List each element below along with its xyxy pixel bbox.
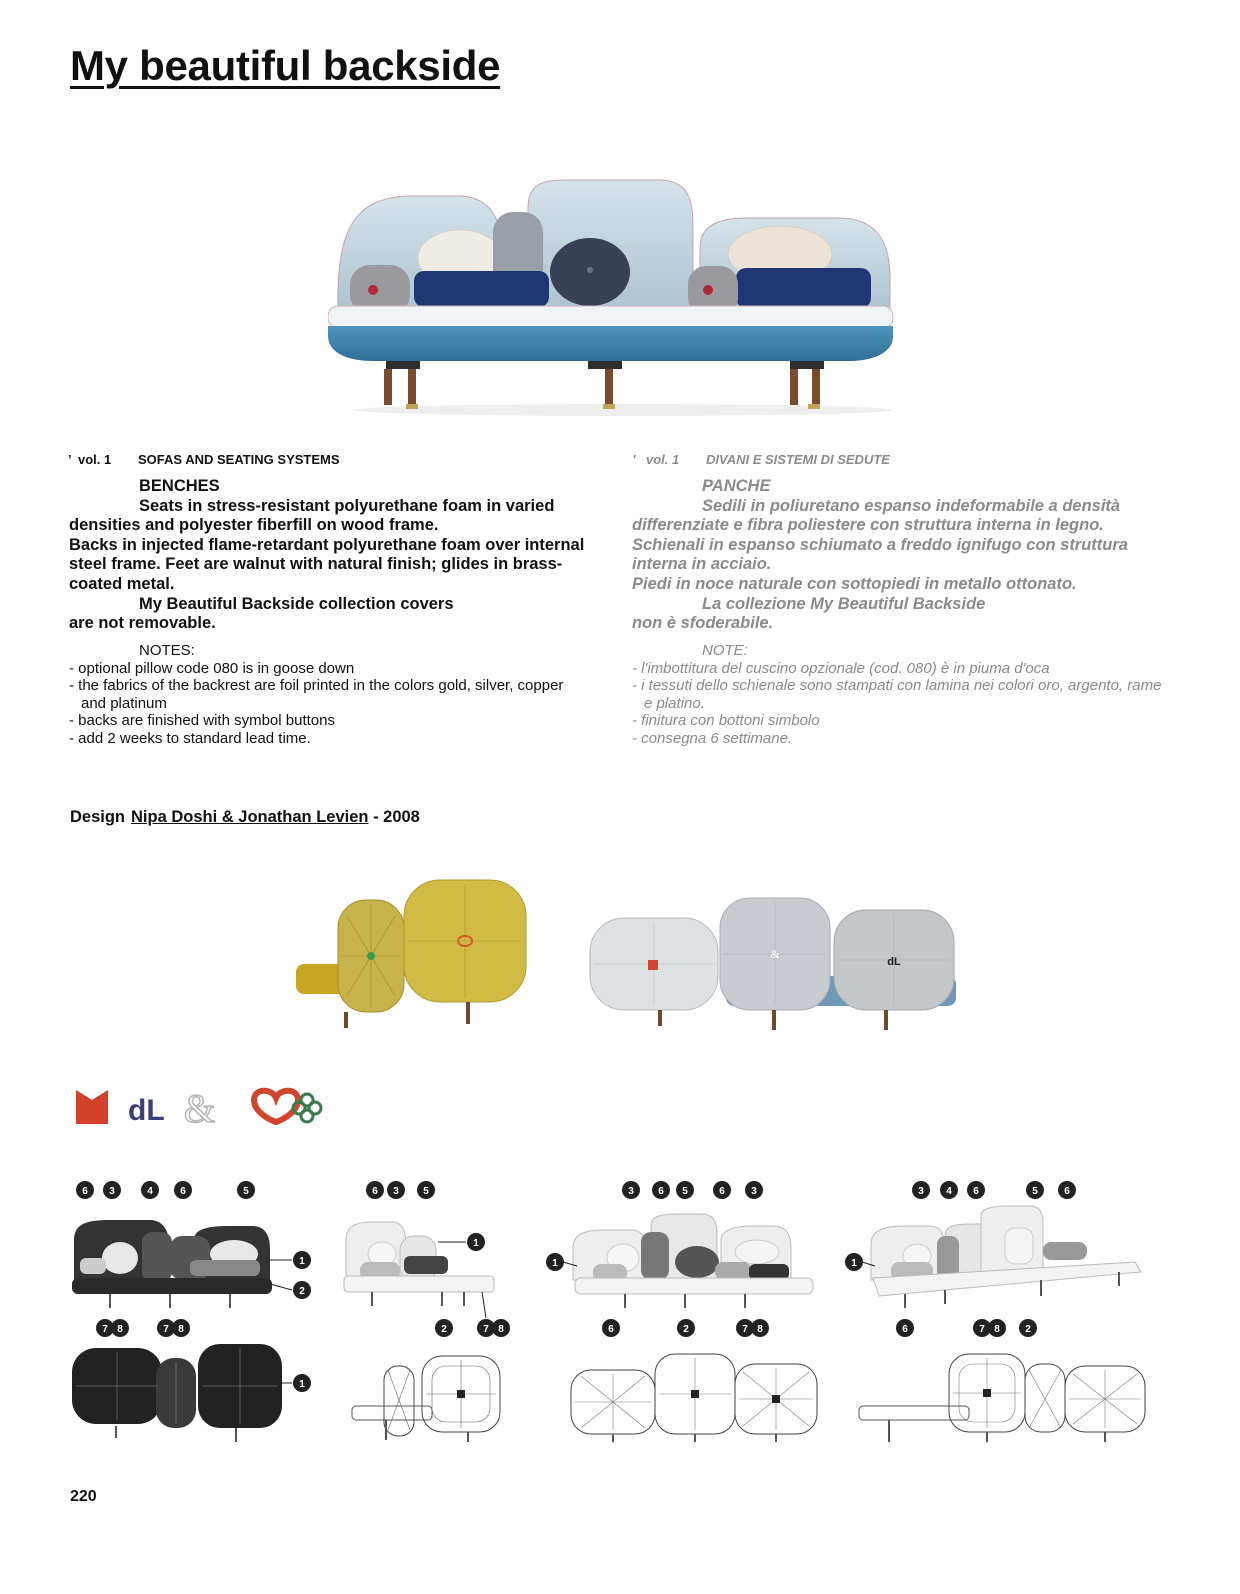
- ampersand-symbol-icon: &: [184, 1086, 216, 1130]
- paragraph-first-line: La collezione My Beautiful Backside: [702, 594, 986, 613]
- vol-tick: ’: [632, 452, 636, 467]
- svg-text:6: 6: [372, 1186, 378, 1197]
- svg-text:3: 3: [751, 1186, 757, 1197]
- notes-list: [632, 660, 1162, 748]
- svg-text:6: 6: [719, 1186, 725, 1197]
- configuration-diagram-4: [845, 1180, 1150, 1448]
- svg-text:2: 2: [1025, 1324, 1031, 1335]
- svg-text:2: 2: [299, 1286, 305, 1297]
- note-item: - add 2 weeks to standard lead time.: [69, 729, 311, 747]
- svg-text:2: 2: [441, 1324, 447, 1335]
- heart-symbol-icon: [254, 1091, 298, 1122]
- notes-en: [69, 642, 589, 747]
- svg-text:8: 8: [178, 1324, 184, 1335]
- hero-sofa-image: [328, 168, 918, 418]
- description-it: [632, 477, 1162, 634]
- dl-symbol-icon: dL: [128, 1094, 165, 1127]
- vol-tick: ’: [68, 452, 72, 467]
- svg-text:3: 3: [109, 1186, 115, 1197]
- notes-title: NOTE:: [702, 642, 748, 659]
- page-title: My beautiful backside: [70, 42, 501, 89]
- svg-text:7: 7: [483, 1324, 489, 1335]
- vol-row-it: [632, 452, 890, 467]
- category-label: SOFAS AND SEATING SYSTEMS: [138, 452, 340, 467]
- paragraph-feet: Piedi in noce naturale con sottopiedi in metallo ottonato.: [632, 574, 1077, 593]
- svg-text:6: 6: [1064, 1186, 1070, 1197]
- configuration-diagram-2: [342, 1180, 514, 1448]
- description-en: [69, 477, 589, 634]
- paragraph-backs: Schienali in espanso schiumato a freddo ignifugo con struttura interna in acciaio.: [632, 535, 1128, 574]
- svg-text:3: 3: [628, 1186, 634, 1197]
- section-title: PANCHE: [702, 477, 771, 495]
- designer-names: Nipa Doshi & Jonathan Levien: [131, 808, 369, 826]
- dl-button: dL: [887, 956, 901, 968]
- paragraph-rest: differenziate e fibra poliestere con struttura interna in legno.: [632, 516, 1104, 535]
- svg-text:5: 5: [1032, 1186, 1038, 1197]
- vol-label: vol. 1: [78, 452, 112, 467]
- svg-text:6: 6: [973, 1186, 979, 1197]
- note-item: - the fabrics of the backrest are foil printed in the colors gold, silver, copper and platinum: [69, 677, 564, 712]
- note-item: - l'imbottitura del cuscino opzionale (cod. 080) è in piuma d'oca: [632, 659, 1050, 677]
- vol-row-en: [68, 452, 340, 467]
- paragraph-first-line: Seats in stress-resistant polyurethane foam in varied: [139, 496, 555, 515]
- svg-text:4: 4: [946, 1186, 952, 1197]
- svg-text:4: 4: [147, 1186, 153, 1197]
- svg-text:1: 1: [552, 1258, 558, 1269]
- svg-text:1: 1: [299, 1379, 305, 1390]
- grey-sofa-back-image: [586, 896, 962, 1036]
- svg-text:3: 3: [393, 1186, 399, 1197]
- category-label: DIVANI E SISTEMI DI SEDUTE: [706, 452, 890, 467]
- paragraph-rest: are not removable.: [69, 614, 216, 633]
- section-title: BENCHES: [139, 477, 220, 495]
- credit-label: Design: [70, 808, 126, 826]
- note-item: - backs are finished with symbol buttons: [69, 712, 335, 729]
- configuration-diagram-3: [545, 1180, 820, 1448]
- paragraph-first-line: My Beautiful Backside collection covers: [139, 594, 454, 613]
- svg-text:7: 7: [163, 1324, 169, 1335]
- notes-title: NOTES:: [139, 642, 195, 659]
- svg-text:1: 1: [851, 1258, 857, 1269]
- ampersand-button: &: [770, 947, 780, 961]
- paragraph-first-line: Sedili in poliuretano espanso indeformabile a densità: [702, 496, 1121, 515]
- note-item: - consegna 6 settimane.: [632, 729, 793, 747]
- design-credit: [70, 808, 420, 827]
- svg-text:8: 8: [117, 1324, 123, 1335]
- svg-text:6: 6: [658, 1186, 664, 1197]
- m-symbol-icon: [76, 1090, 108, 1124]
- configuration-diagram-1: [70, 1180, 320, 1448]
- svg-text:3: 3: [918, 1186, 924, 1197]
- vol-label: vol. 1: [646, 452, 680, 467]
- notes-list: [69, 660, 589, 748]
- symbol-buttons-legend: [72, 1086, 332, 1130]
- paragraph-rest: non è sfoderabile.: [632, 614, 774, 633]
- svg-text:8: 8: [757, 1324, 763, 1335]
- svg-text:5: 5: [423, 1186, 429, 1197]
- svg-text:6: 6: [608, 1324, 614, 1335]
- yellow-sofa-back-image: [292, 876, 532, 1036]
- paragraph-backs: Backs in injected flame-retardant polyurethane foam over internal steel frame. Feet are walnut with natural finish; glides in brass-coated metal.: [69, 535, 585, 593]
- svg-text:6: 6: [902, 1324, 908, 1335]
- paragraph-rest: densities and polyester fiberfill on wood frame.: [69, 516, 439, 535]
- svg-text:8: 8: [498, 1324, 504, 1335]
- svg-text:7: 7: [742, 1324, 748, 1335]
- svg-text:1: 1: [473, 1238, 479, 1249]
- note-item: - optional pillow code 080 is in goose down: [69, 659, 355, 677]
- note-item: - finitura con bottoni simbolo: [632, 712, 820, 729]
- svg-text:7: 7: [979, 1324, 985, 1335]
- svg-text:8: 8: [994, 1324, 1000, 1335]
- note-item: - i tessuti dello schienale sono stampati con lamina nei colori oro, argento, rame e platino.: [632, 677, 1162, 712]
- svg-text:1: 1: [299, 1256, 305, 1267]
- svg-text:2: 2: [683, 1324, 689, 1335]
- svg-text:5: 5: [682, 1186, 688, 1197]
- credit-year: - 2008: [373, 808, 420, 826]
- svg-text:7: 7: [102, 1324, 108, 1335]
- notes-it: [632, 642, 1162, 747]
- page-number: 220: [70, 1488, 97, 1505]
- svg-text:5: 5: [243, 1186, 249, 1197]
- svg-text:6: 6: [180, 1186, 186, 1197]
- svg-text:6: 6: [82, 1186, 88, 1197]
